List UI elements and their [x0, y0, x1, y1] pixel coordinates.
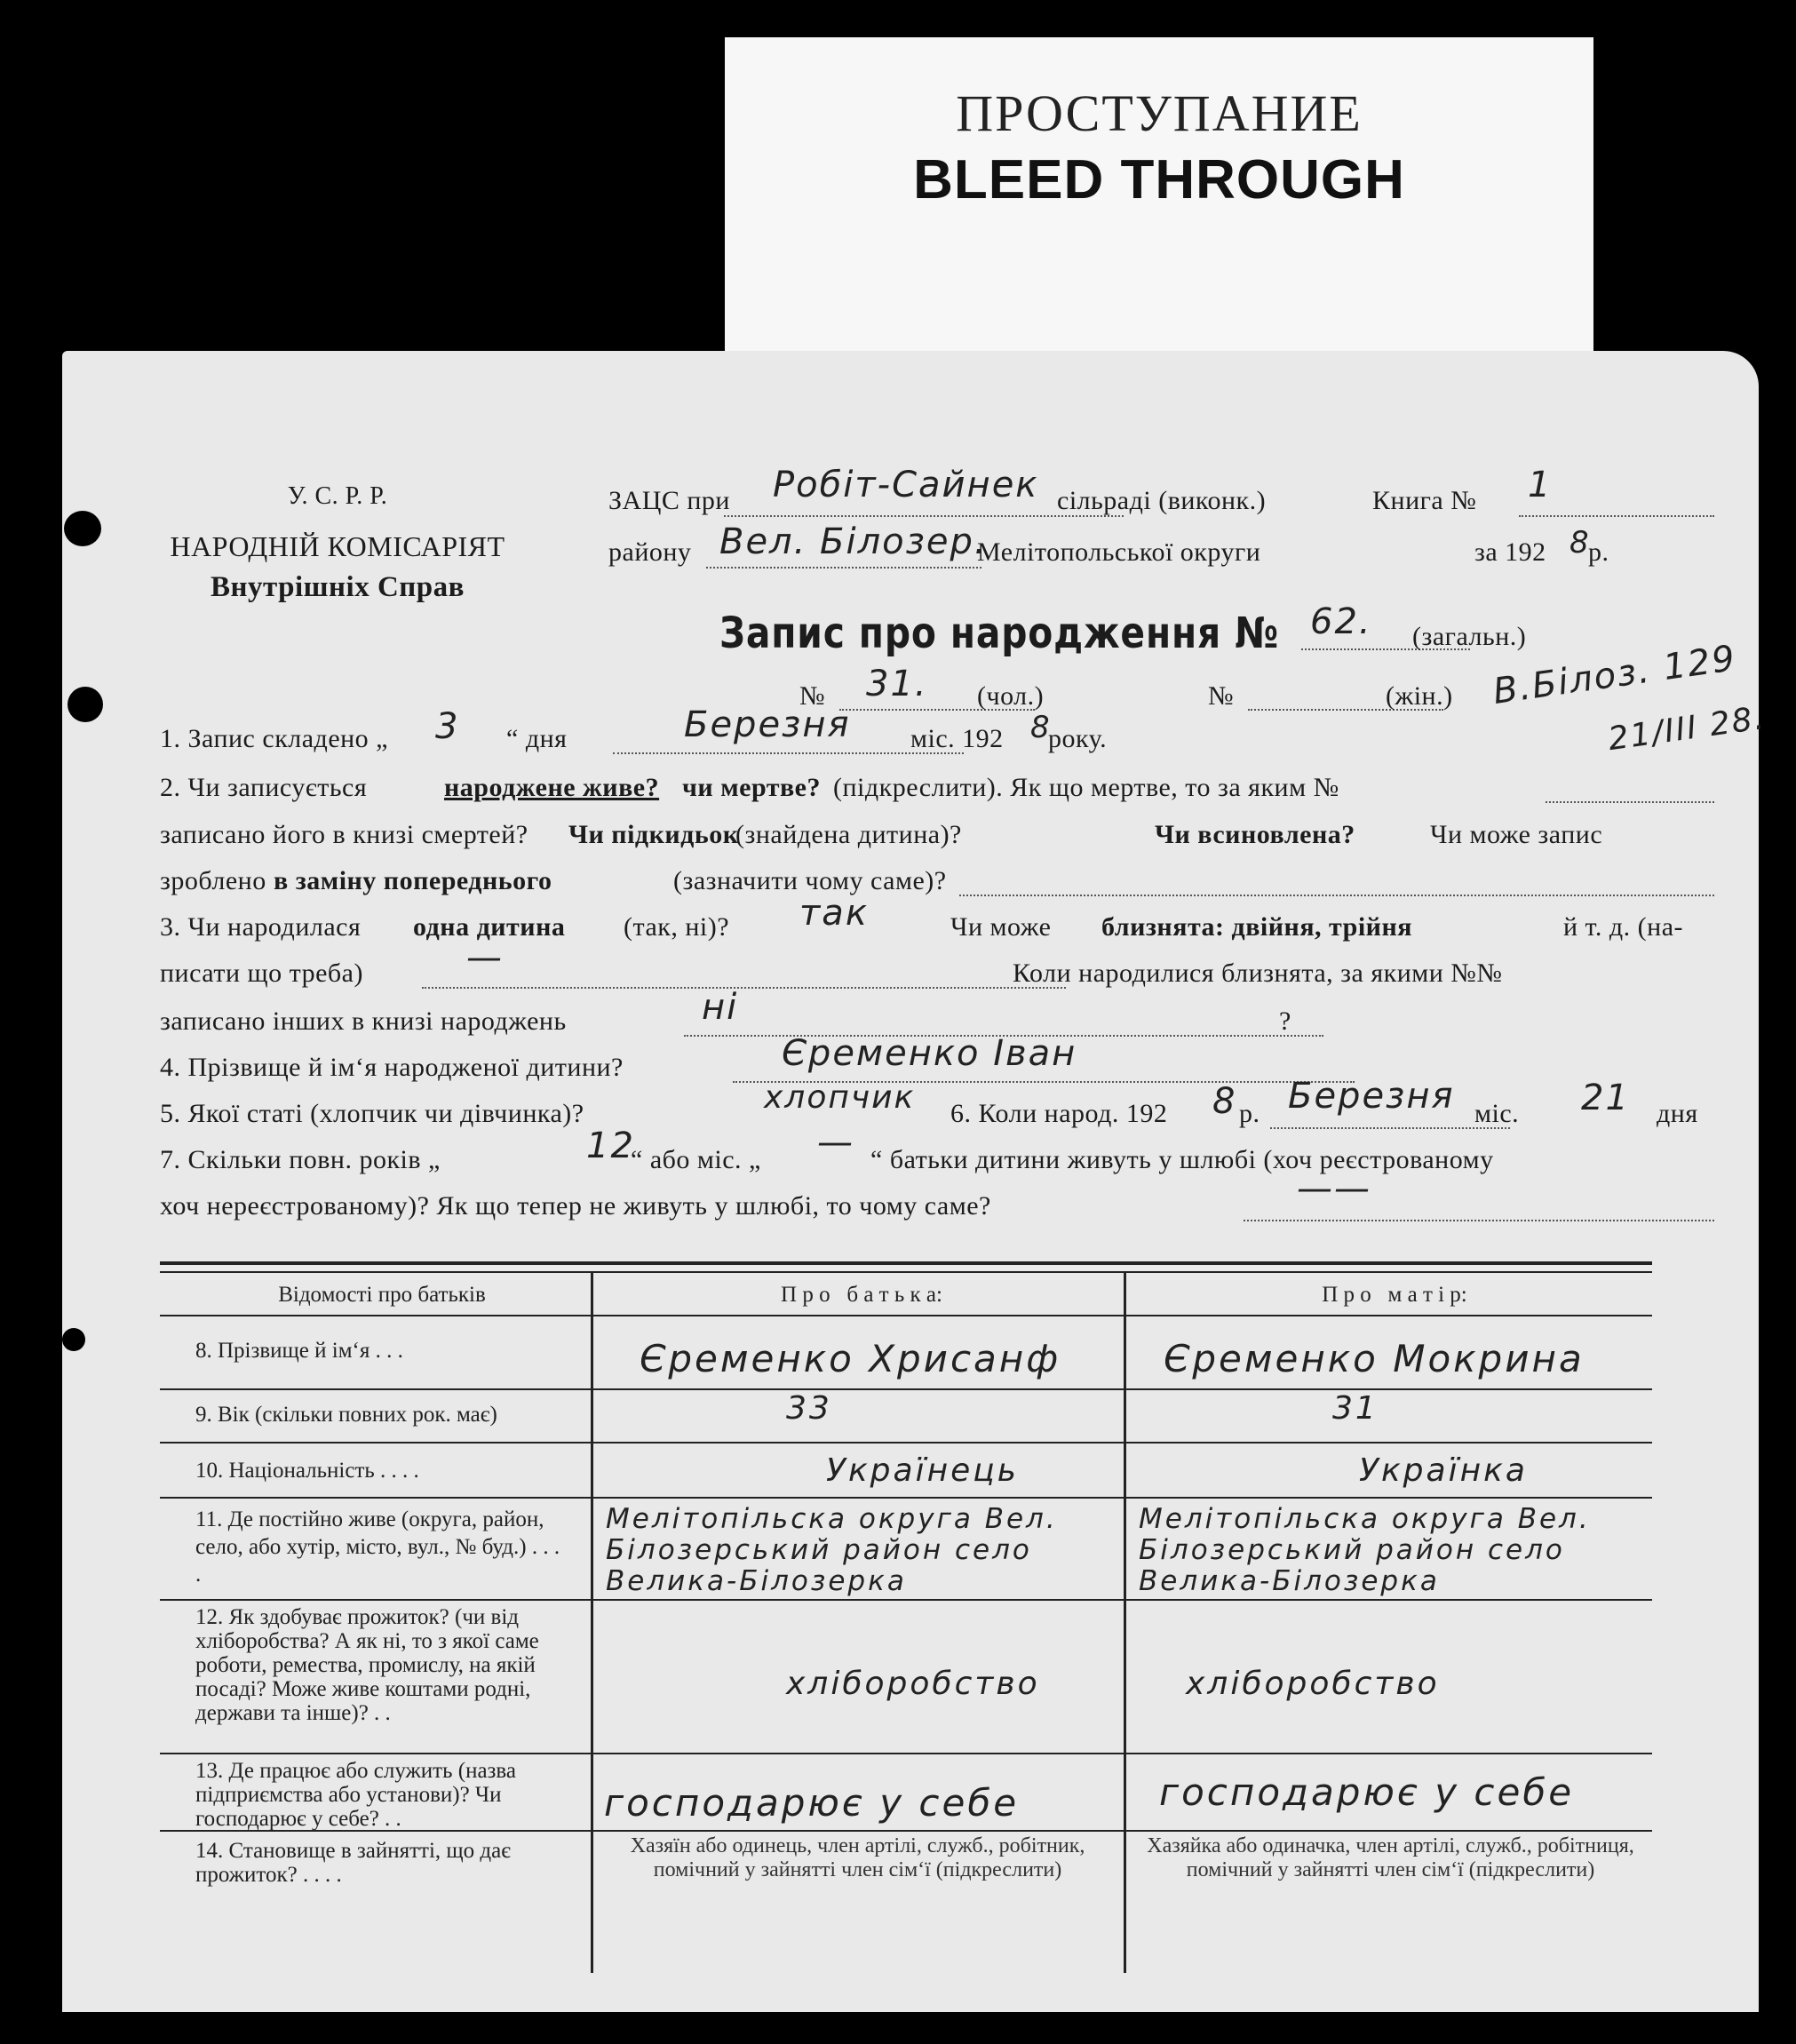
- mother-status: Хазяйка або одиначка, член артілі, служб., робітниця, помічний у зайнятті член сім‘ї (підкреслити): [1147, 1834, 1634, 1881]
- birth-record-form: У. С. Р. Р. НАРОДНІЙ КОМІСАРІЯТ Внутрішніх Справ ЗАЦС при Робіт-Сайнек сільраді (виконк.) Книга № 1 району Вел. Білозер. Мелітопольської округи за 192 8 р. Запис про народження № 62. (загальн.) № 31. (чол.) № (жін.) В.Білоз. 129 21/III 28. 1. Запис складено „ 3 “ дня Березня міс. 192 8 року. 2. Чи записується народжене живе? чи мертве? (підкреслити). Як що мертве, то за яким № записано його в книзі смертей? Чи підкидьок (знайдена дитина)? Чи всиновлена? Чи може запис зроблено в заміну попереднього (зазначити чому саме)? 3. Чи народилася одна дитина (так, ні)? так Чи може близнята: двійня, трійня й т. д. (на- писати що треба) — Коли народилися близнята, за якими №№ записано інших в книзі народжень ні ? 4. Прізвище й ім‘я народженої дитини? Єременко Іван 5. Якої статі (хлопчик чи дівчинка)? хлопчик 6. Коли народ. 192 8 р. Березня міс. 21 дня 7. Скільки повн. років „ 12 “ або міс. „ — “ батьки дитини живуть у шлюбі (хоч реєстрованому хоч нереєстрованому)? Як що тепер не живуть у шлюбі, то чому саме? —— Відомості про батьків П р о б а т ь к а: П р о м а т і р: 8. Прізвище й ім‘я . . . Єременко Хрисанф Єременко Мокрина 9. Вік (скільки повних рок. має) 33 31 10. Національність . . . . Українець Українка 11. Де постійно живе (округа, район, село, або хутір, місто, вул., № буд.) . . . . Мелітопільска округа Вел. Білозерський район село Велика-Білозерка Мелітопільска округа Вел. Білозерський район село Велика-Білозерка 12. Як здобуває прожиток? (чи від хліборобства? А як ні, то з якої саме роботи, ремества, промислу, на якій посаді? Може живе коштами родні, держави та інше)? . . хліборобство хліборобство 13. Де працює або служить (назва підприємства або установи)? Чи господарює у себе? . . господарює у себе господарює у себе 14. Становище в зайнятті, що дає прожиток? . . . . Хазяїн або одинець, член артілі, служб., робітник, помічний у зайнятті член сім‘ї (підкреслити) Хазяйка або одиначка, член артілі, служб., робітниця, помічний у зайнятті член сім‘ї (підкреслити): [62, 351, 1759, 2012]
- father-nationality: Українець: [826, 1452, 1020, 1489]
- header-usrr: У. С. Р. Р.: [287, 482, 388, 510]
- row-label-nationality: 10. Національність . . . .: [195, 1459, 419, 1483]
- q3-line3-handwritten: ні: [702, 987, 739, 1028]
- bleed-through-card: [725, 37, 1593, 375]
- row-label-livelihood: 12. Як здобуває прожиток? (чи від хліборобства? А як ні, то з якої саме роботи, ремества, промислу, на якій посаді? Може живе коштами родні, держави та інше)? . .: [195, 1605, 539, 1725]
- q2-line2-b: Чи підкидьок: [568, 820, 739, 849]
- record-number-handwritten: 62.: [1310, 601, 1372, 642]
- q6-month-handwritten: Березня: [1288, 1076, 1455, 1117]
- q6-b: р.: [1239, 1099, 1260, 1128]
- row-label-status: 14. Становище в зайнятті, що дає прожиток? . . . .: [195, 1839, 511, 1887]
- okruha-label: Мелітопольської округи: [977, 537, 1261, 567]
- q3-line1-a: 3. Чи народилася: [160, 912, 362, 942]
- row-label-residence: 11. Де постійно живе (округа, район, село, або хутір, місто, вул., № буд.) . . . .: [195, 1507, 560, 1587]
- header-commissariat: НАРОДНІЙ КОМІСАРІЯТ: [170, 530, 505, 562]
- q7-line1-a: 7. Скільки повн. років „: [160, 1145, 441, 1174]
- zags-label: ЗАЦС при: [608, 486, 730, 515]
- bleed-label-ru: ПРОСТУПАНИЕ: [956, 84, 1363, 142]
- q2-line3-a: зроблено: [160, 866, 266, 895]
- q2-line1-d: (підкреслити). Як що мертве, то за яким №: [833, 773, 1339, 802]
- q5: 5. Якої статі (хлопчик чи дівчинка)?: [160, 1099, 584, 1128]
- female-no-label: №: [1208, 681, 1235, 711]
- general-label: (загальн.): [1412, 622, 1527, 651]
- row-label-age: 9. Вік (скільки повних рок. має): [195, 1403, 497, 1427]
- book-label: Книга №: [1372, 486, 1477, 515]
- q6-d: дня: [1657, 1099, 1698, 1128]
- q2-line1-c: чи мертве?: [682, 773, 821, 802]
- q7-line1-b: “ або міс. „: [631, 1145, 761, 1174]
- table-header-parents: Відомості про батьків: [278, 1283, 486, 1307]
- male-no-label: №: [799, 681, 826, 711]
- mother-residence: Мелітопільска округа Вел. Білозерський район село Велика-Білозерка: [1139, 1503, 1591, 1597]
- q1-c: міс. 192: [910, 724, 1004, 753]
- q1-b: “ дня: [506, 724, 568, 753]
- q2-line1-b: народжене живе?: [444, 773, 660, 802]
- q6-a: 6. Коли народ. 192: [950, 1099, 1168, 1128]
- q4-child-name-handwritten: Єременко Іван: [782, 1033, 1077, 1074]
- mother-name: Єременко Мокрина: [1164, 1337, 1585, 1380]
- mother-livelihood: хліборобство: [1186, 1666, 1440, 1702]
- row-label-name: 8. Прізвище й ім‘я . . .: [195, 1339, 403, 1363]
- q6-c: міс.: [1474, 1099, 1520, 1128]
- q3-line1-f: й т. д. (на-: [1563, 912, 1684, 942]
- district-label: району: [608, 537, 692, 567]
- q7-years-handwritten: 12: [586, 1125, 635, 1166]
- q7-line1-c: “ батьки дитини живуть у шлюбі (хоч реєстрованому: [870, 1145, 1494, 1174]
- father-livelihood: хліборобство: [786, 1666, 1040, 1702]
- q2-line3-b: в заміну попереднього: [274, 866, 552, 895]
- q3-line1-d: Чи може: [950, 912, 1052, 942]
- q1-year-handwritten: 8: [1030, 710, 1052, 745]
- q7-line2: хоч нереєстрованому)? Як що тепер не живуть у шлюбі, то чому саме?: [160, 1191, 991, 1221]
- header-dept: Внутрішніх Справ: [211, 571, 465, 603]
- father-name: Єременко Хрисанф: [640, 1337, 1061, 1380]
- q3-line1-c: (так, ні)?: [624, 912, 730, 942]
- q3-line2-b: Коли народилися близнята, за якими №№: [1013, 958, 1503, 988]
- punch-hole: [68, 687, 103, 722]
- mother-nationality: Українка: [1359, 1452, 1528, 1489]
- year-suffix: р.: [1588, 537, 1609, 567]
- zags-handwritten: Робіт-Сайнек: [773, 465, 1039, 505]
- bleed-label-en: BLEED THROUGH: [913, 149, 1405, 211]
- margin-note-1: В.Білоз. 129: [1490, 638, 1739, 712]
- q2-line2-c: (знайдена дитина)?: [735, 820, 962, 849]
- table-header-father: П р о б а т ь к а:: [781, 1283, 942, 1307]
- row-label-workplace: 13. Де працює або служить (назва підприємства або установи)? Чи господарює у себе? . .: [195, 1759, 516, 1831]
- father-workplace: господарює у себе: [604, 1781, 1020, 1825]
- year-label: за 192: [1474, 537, 1546, 567]
- council-label: сільраді (виконк.): [1057, 486, 1267, 515]
- q2-line2-d: Чи всиновлена?: [1155, 820, 1355, 849]
- q3-handwritten: так: [799, 893, 869, 934]
- mother-age: 31: [1332, 1390, 1379, 1427]
- mother-workplace: господарює у себе: [1159, 1770, 1575, 1814]
- male-number-handwritten: 31.: [866, 664, 928, 704]
- punch-hole: [62, 1328, 85, 1351]
- father-status: Хазяїн або одинець, член артілі, служб., робітник, помічний у зайнятті член сім‘ї (підкреслити): [630, 1834, 1085, 1881]
- q4: 4. Прізвище й ім‘я народженої дитини?: [160, 1053, 624, 1082]
- q6-day-handwritten: 21: [1581, 1078, 1630, 1118]
- q3-line1-b: одна дитина: [413, 912, 566, 942]
- q3-line3-end: ?: [1279, 1006, 1291, 1036]
- q2-line2-e: Чи може запис: [1430, 820, 1603, 849]
- q3-line3-a: записано інших в книзі народжень: [160, 1006, 567, 1036]
- book-number-handwritten: 1: [1528, 465, 1553, 505]
- q2-line1-a: 2. Чи записується: [160, 773, 368, 802]
- female-label: (жін.): [1386, 681, 1453, 711]
- district-handwritten: Вел. Білозер.: [719, 521, 988, 562]
- q1-day-handwritten: 3: [435, 706, 460, 747]
- record-title: Запис про народження №: [719, 608, 1280, 658]
- male-label: (чол.): [977, 681, 1045, 711]
- q5-sex-handwritten: хлопчик: [764, 1079, 916, 1116]
- q6-year-handwritten: 8: [1212, 1081, 1237, 1122]
- father-residence: Мелітопільска округа Вел. Білозерський район село Велика-Білозерка: [606, 1503, 1058, 1597]
- year-handwritten: 8: [1570, 525, 1591, 561]
- q1-a: 1. Запис складено „: [160, 724, 388, 753]
- q3-line2-a: писати що треба): [160, 958, 363, 988]
- q3-line1-e: близнята: двійня, трійня: [1101, 912, 1412, 942]
- table-header-mother: П р о м а т і р:: [1322, 1283, 1467, 1307]
- father-age: 33: [786, 1390, 832, 1427]
- q2-line2-a: записано його в книзі смертей?: [160, 820, 528, 849]
- margin-note-2: 21/III 28.: [1606, 699, 1768, 759]
- q2-line3-c: (зазначити чому саме)?: [673, 866, 947, 895]
- q1-month-handwritten: Березня: [684, 704, 851, 745]
- q1-d: року.: [1048, 724, 1108, 753]
